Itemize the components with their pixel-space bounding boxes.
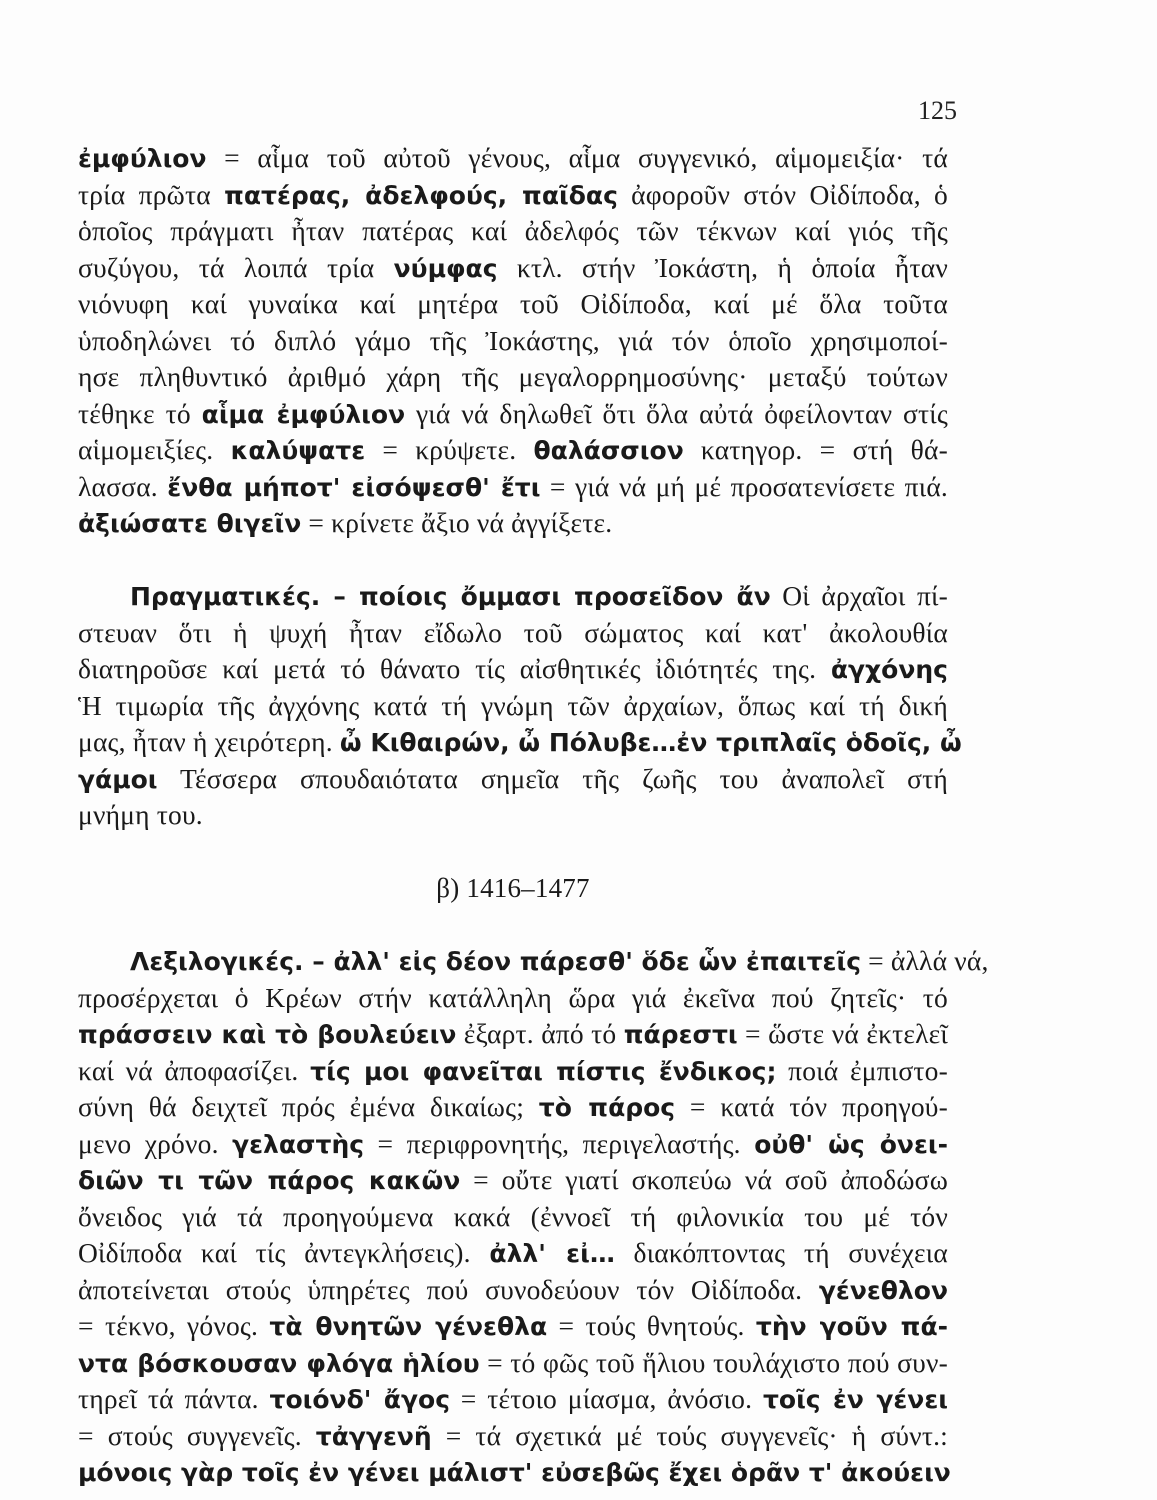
text-segment: Οἱ ἀρχαῖοι πί- [770, 580, 949, 611]
text-segment: ησε πληθυντικό ἀριθμό χάρη τῆς μεγαλορρημοσύνης· μεταξύ τούτων [78, 361, 948, 392]
page-number: 125 [918, 96, 957, 125]
lemma-term: ντα βόσκουσαν φλόγα ἡλίου [78, 1348, 480, 1378]
text-segment: μενο χρόνο. [78, 1127, 233, 1159]
paragraph-lexilogikes [78, 943, 989, 1491]
text-segment: = αἷμα τοῦ αὐτοῦ γένους, αἷμα συγγενικό, αἱμομειξία· τά [206, 142, 948, 173]
body-text [78, 140, 989, 1491]
lemma-term: τὸ πάρος [538, 1093, 676, 1122]
text-segment: αἱμομειξίες. [78, 434, 231, 465]
text-segment: = τό φῶς τοῦ ἥλιου τουλάχιστο πού συν- [479, 1346, 948, 1378]
text-line [78, 396, 948, 433]
text-line [78, 1089, 948, 1126]
text-line [78, 359, 948, 396]
lemma-term: πατέρας, ἀδελφούς, παῖδας [224, 180, 618, 210]
paragraph-gap [78, 834, 948, 871]
text-segment: στευαν ὅτι ἡ ψυχή ἦταν εἴδωλο τοῦ σώματος καί κατ' ἀκολουθία [78, 616, 948, 648]
lemma-term: τἀγγενῆ [315, 1421, 432, 1451]
text-segment: ποιά ἐμπιστο- [776, 1054, 948, 1086]
text-line [78, 1053, 948, 1090]
text-segment: = κρίνετε ἄξιο νά ἀγγίξετε. [301, 507, 613, 538]
section-heading: β) 1416–1477 [436, 873, 590, 903]
lemma-term: ἐμφύλιον [78, 144, 207, 173]
text-segment: λασσα. [78, 470, 168, 502]
text-line [78, 469, 948, 506]
text-line [78, 286, 948, 323]
paragraph-gap [78, 542, 948, 579]
text-segment: = τέτοιο μίασμα, ἀνόσιο. [450, 1383, 763, 1414]
lemma-term: γένεθλον [818, 1275, 948, 1305]
text-segment: μνήμη του. [78, 799, 203, 830]
text-line [78, 761, 948, 798]
text-segment: Τέσσερα σπουδαιότατα σημεῖα τῆς ζωῆς του ἀναπολεῖ στή [157, 762, 948, 794]
lemma-term: ἀξιώσατε θιγεῖν [78, 509, 302, 538]
lemma-term: καλύψατε [230, 436, 366, 465]
text-segment: = ἀλλά νά, [861, 945, 989, 976]
text-line [78, 1199, 948, 1236]
text-line [78, 688, 948, 725]
text-segment: προσέρχεται ὁ Κρέων στήν κατάλληλη ὥρα γιά ἐκεῖνα πού ζητεῖς· τό [78, 981, 948, 1013]
text-line [78, 1016, 948, 1053]
text-segment: = περιφρονητής, περιγελαστής. [364, 1127, 755, 1159]
text-line [78, 1126, 948, 1163]
lemma-term: μόνοις γὰρ τοῖς ἐν γένει μάλιστ' εὐσεβῶς ἔχει ὁρᾶν τ' ἀκούειν [78, 1458, 951, 1487]
text-segment: = γιά νά μή μέ προσατενίσετε πιά. [540, 470, 949, 502]
text-line [78, 1162, 948, 1199]
lemma-term: θαλάσσιον [533, 436, 684, 465]
text-line [78, 980, 948, 1017]
lemma-term: ὦ Κιθαιρών, ὦ Πόλυβε…ἐν τριπλαῖς ὁδοῖς, ὦ [339, 728, 962, 757]
lemma-term: γάμοι [78, 764, 158, 794]
text-line [78, 943, 989, 980]
text-segment: = τούς θνητούς. [547, 1310, 756, 1341]
lemma-term: τοῖς ἐν γένει [762, 1385, 948, 1414]
text-line [78, 432, 948, 469]
text-segment: διατηροῦσε καί μετά τό θάνατο τίς αἰσθητικές ἰδιότητές της. [78, 653, 831, 684]
text-segment: ὄνειδος γιά τά προηγούμενα κακά (ἐννοεῖ τή φιλονικία του μέ τόν [78, 1200, 948, 1232]
text-segment: τηρεῖ τά πάντα. [78, 1383, 270, 1414]
lemma-term: ἀλλ' εἰ… [489, 1239, 615, 1268]
text-segment: ἀφοροῦν στόν Οἰδίποδα, ὁ [617, 178, 948, 210]
text-segment: σύνη θά δειχτεῖ πρός ἐμένα δικαίως; [78, 1091, 539, 1122]
text-segment: τρία πρῶτα [78, 178, 225, 210]
lemma-term: ἔνθα μήποτ' εἰσόψεσθ' ἔτι [167, 472, 541, 502]
text-segment: κτλ. στήν Ἰοκάστη, ἡ ὁποία ἦταν [497, 251, 949, 283]
lemma-term: πράσσειν καὶ τὸ βουλεύειν [78, 1020, 457, 1049]
text-line [78, 1272, 948, 1309]
text-segment: = ὥστε νά ἐκτελεῖ [737, 1018, 949, 1049]
lemma-term: τὴν γοῦν πά- [755, 1312, 948, 1341]
text-segment: = τέκνο, γόνος. [78, 1310, 270, 1341]
text-line [78, 250, 948, 287]
text-line [78, 1454, 951, 1491]
text-line [78, 724, 962, 761]
text-segment: συζύγου, τά λοιπά τρία [78, 251, 394, 283]
text-segment: = τά σχετικά μέ τούς συγγενεῖς· ἡ σύντ.: [431, 1419, 948, 1451]
text-line [78, 1381, 948, 1418]
lemma-term: ἀγχόνης [830, 655, 948, 684]
text-segment: μας, ἦταν ἡ χειρότερη. [78, 726, 340, 757]
text-segment: γιά νά δηλωθεῖ ὅτι ὅλα αὐτά ὀφείλονταν στίς [405, 397, 948, 429]
text-segment: = οὔτε γιατί σκοπεύω νά σοῦ ἀποδώσω [460, 1164, 948, 1195]
text-segment: διακόπτοντας τή συνέχεια [614, 1237, 948, 1268]
text-segment: ἀποτείνεται στούς ὑπηρέτες πού συνοδεύουν τόν Οἰδίποδα. [78, 1273, 819, 1305]
text-line [78, 1308, 948, 1345]
text-segment: ἐξαρτ. ἀπό τό [456, 1018, 624, 1049]
text-segment: κατηγορ. = στή θά- [683, 434, 949, 465]
text-line [78, 177, 948, 214]
lemma-term: γελαστὴς [232, 1129, 365, 1159]
text-line [78, 1345, 948, 1382]
lemma-term: νύμφας [393, 253, 498, 283]
lemma-term: Λεξιλογικές. – ἀλλ' εἰς δέον πάρεσθ' ὅδε ὧν ἐπαιτεῖς [130, 947, 862, 976]
paragraph-gap [78, 907, 948, 944]
lemma-term: Πραγματικές. – ποίοις ὄμμασι προσεῖδον ἄν [130, 582, 771, 611]
text-line [78, 651, 948, 688]
text-segment: καί νά ἀποφασίζει. [78, 1054, 311, 1086]
text-line [78, 505, 948, 542]
lemma-term: τὰ θνητῶν γένεθλα [269, 1312, 548, 1341]
text-segment: νιόνυφη καί γυναίκα καί μητέρα τοῦ Οἰδίποδα, καί μέ ὅλα τοῦτα [78, 288, 948, 319]
text-segment: τέθηκε τό [78, 397, 202, 429]
text-segment: Ἡ τιμωρία τῆς ἀγχόνης κατά τή γνώμη τῶν ἀρχαίων, ὅπως καί τή δική [78, 689, 948, 721]
text-line [78, 323, 948, 360]
text-line [78, 797, 948, 834]
lemma-term: αἷμα ἐμφύλιον [201, 399, 406, 429]
lemma-term: διῶν τι τῶν πάρος κακῶν [78, 1166, 461, 1195]
text-line [78, 615, 948, 652]
text-line [78, 578, 948, 615]
lemma-term: οὐθ' ὡς ὀνει- [754, 1129, 948, 1159]
text-line [78, 140, 948, 177]
text-segment: ὑποδηλώνει τό διπλό γάμο τῆς Ἰοκάστης, γιά τόν ὁποῖο χρησιμοποί- [78, 324, 948, 356]
lemma-term: τοιόνδ' ἄγος [269, 1385, 451, 1414]
text-segment: ὁποῖος πράγματι ἦταν πατέρας καί ἀδελφός τῶν τέκνων καί γιός τῆς [78, 215, 948, 246]
paragraph-vocabulary-emfylion [78, 140, 948, 542]
text-line [78, 213, 948, 250]
text-line [78, 1235, 948, 1272]
lemma-term: τίς μοι φανεῖται πίστις ἔνδικος; [310, 1056, 777, 1086]
text-segment: = στούς συγγενεῖς. [78, 1419, 316, 1451]
text-line [78, 1418, 948, 1455]
text-segment: = κρύψετε. [365, 434, 534, 465]
lemma-term: πάρεστι [623, 1020, 738, 1049]
text-segment: = κατά τόν προηγού- [675, 1091, 948, 1122]
paragraph-pragmatikes [78, 578, 962, 834]
text-segment: Οἰδίποδα καί τίς ἀντεγκλήσεις). [78, 1237, 490, 1268]
